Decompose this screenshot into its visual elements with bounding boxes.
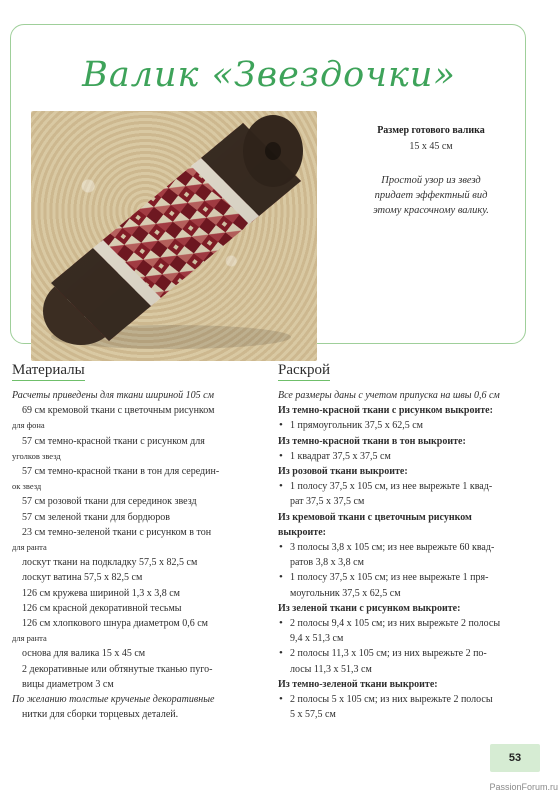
materials-line: для фона [12,420,45,431]
materials-line: 23 см темно-зеленой ткани с рисунком в тон [22,526,212,538]
materials-line: уголков звезд [12,450,61,461]
cutting-line: 9,4 x 51,3 см [290,633,344,645]
cutting-line: Из розовой ткани выкроите: [278,466,408,478]
cutting-line: выкроите: [278,526,326,538]
cutting-line: Из зеленой ткани с рисунком выкроите: [278,602,461,614]
materials-line: По желанию толстые крученые декоративные [12,694,215,706]
cutting-line: • 1 прямоугольник 37,5 x 62,5 см [278,418,530,433]
cutting-line: лосы 11,3 x 51,3 см [290,663,372,675]
cutting-line: ратов 3,8 x 3,8 см [290,557,364,569]
materials-line: лоскут ватина 57,5 x 82,5 см [22,572,143,584]
cutting-heading: Раскрой [278,362,330,378]
cutting-line: 5 x 57,5 см [290,709,336,721]
bolster-photo [31,111,317,361]
cutting-line: • 2 полосы 9,4 x 105 см; из них вырежьте 2 полосы [278,616,530,631]
bolster-illustration [31,111,317,361]
description-line: этому красочному валику. [373,205,489,216]
materials-heading: Материалы [12,362,85,378]
cutting-line: • 3 полосы 3,8 x 105 см; из нее вырежьте 60 квад- [278,540,530,555]
description-line: Простой узор из звезд [381,175,481,186]
cutting-line: • 2 полосы 5 x 105 см; из них вырежьте 2 полосы [278,692,530,707]
size-value: 15 x 45 см [409,141,453,152]
cutting-line: • 1 квадрат 37,5 x 37,5 см [278,449,530,464]
materials-line: лоскут ткани на подкладку 57,5 x 82,5 см [22,557,198,569]
cutting-line: рат 37,5 x 37,5 см [290,496,365,508]
materials-line: 57 см темно-красной ткани с рисунком для [22,435,205,447]
materials-line: для ранта [12,542,47,553]
materials-line: нитки для сборки торцевых деталей. [22,709,179,721]
header-panel [10,24,526,344]
materials-line: Расчеты приведены для ткани шириной 105 см [12,390,214,401]
description-line: придает эффектный вид [374,190,488,201]
materials-line: 57 см розовой ткани для серединок звезд [22,496,197,508]
size-heading: Размер готового валика [377,125,485,136]
materials-list [12,388,256,722]
materials-line: 2 декоративные или обтянутые тканью пуго- [22,663,213,675]
materials-line: 57 см зеленой ткани для бордюров [22,511,170,523]
cutting-line: Все размеры даны с учетом припуска на швы 0,6 см [278,390,500,401]
cutting-line: Из темно-зеленой ткани выкроите: [278,678,438,690]
materials-line: 57 см темно-красной ткани в тон для середин- [22,466,220,478]
watermark: PassionForum.ru [489,782,558,792]
cutting-line: Из кремовой ткани с цветочным рисунком [278,511,472,523]
page-title: Валик «Звездочки» [82,55,456,95]
description [339,173,523,218]
materials-line: 69 см кремовой ткани с цветочным рисунком [22,405,215,417]
cutting-line: • 1 полосу 37,5 x 105 см; из нее вырежьте 1 пря- [278,570,530,585]
materials-line: ок звезд [12,481,42,492]
cutting-line: Из темно-красной ткани в тон выкроите: [278,435,466,447]
cutting-line: • 1 полосу 37,5 x 105 см, из нее вырежьте 1 квад- [278,479,530,494]
materials-line: вицы диаметром 3 см [22,678,114,690]
cutting-line: Из темно-красной ткани с рисунком выкроите: [278,405,493,417]
materials-line: для ранта [12,633,47,644]
cutting-list [278,388,530,722]
materials-line: 126 см хлопкового шнура диаметром 0,6 см [22,618,208,630]
materials-line: 126 см кружева шириной 1,3 x 3,8 см [22,587,180,599]
cutting-line: моугольник 37,5 x 62,5 см [290,587,401,599]
page-number: 53 [490,744,540,772]
materials-line: 126 см красной декоративной тесьмы [22,602,182,614]
materials-line: основа для валика 15 x 45 см [22,648,146,660]
cutting-line: • 2 полосы 11,3 x 105 см; из них вырежьте 2 по- [278,646,530,661]
